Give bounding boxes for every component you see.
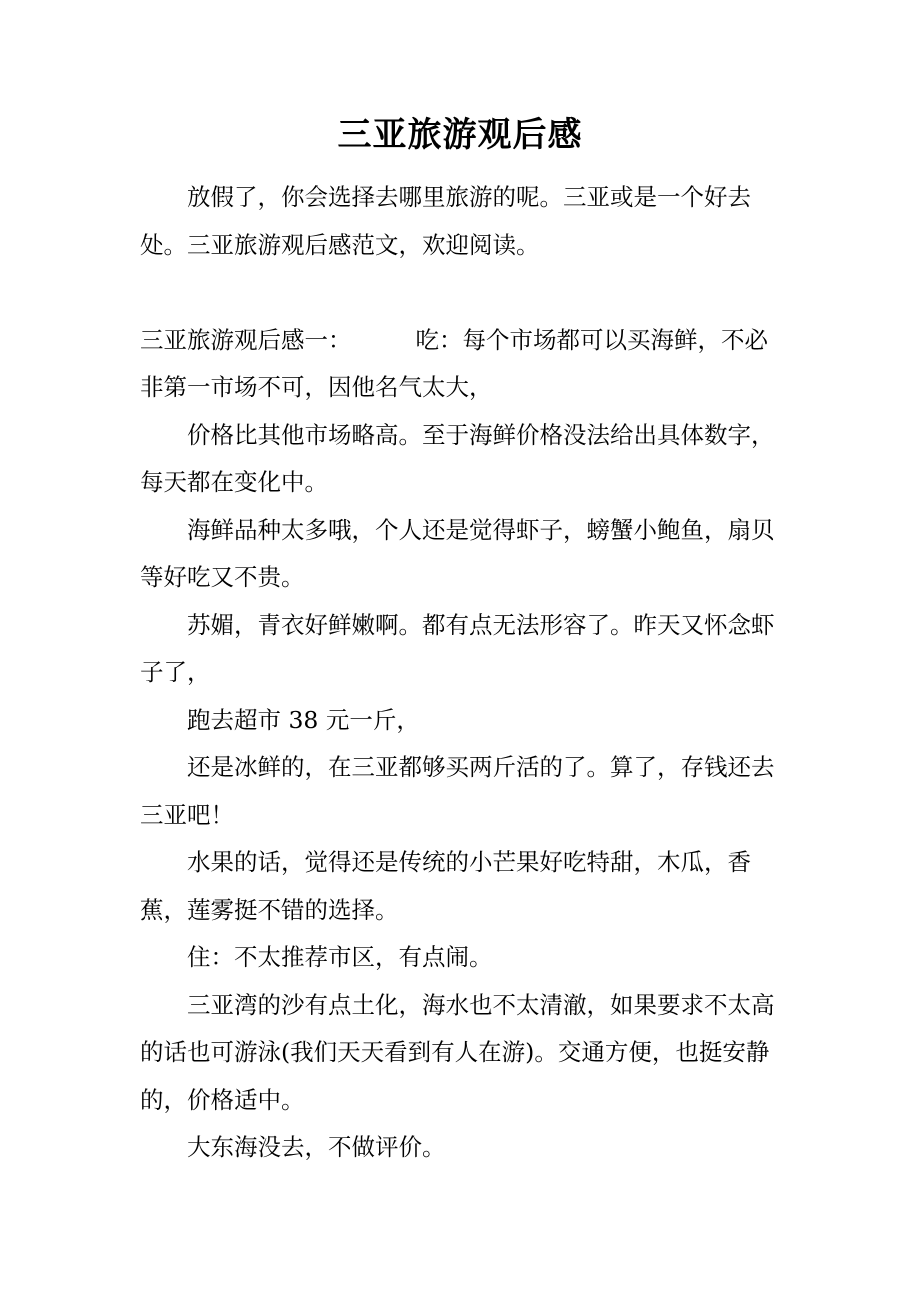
paragraph: 大东海没去，不做评价。: [187, 1133, 446, 1161]
paragraph: 海鲜品种太多哦，个人还是觉得虾子，螃蟹小鲍鱼，扇贝等好吃又不贵。: [140, 515, 775, 591]
paragraph: 价格比其他市场略高。至于海鲜价格没法给出具体数字，每天都在变化中。: [140, 420, 775, 496]
intro-paragraph: 放假了，你会选择去哪里旅游的呢。三亚或是一个好去处。三亚旅游观后感范文，欢迎阅读。: [140, 183, 751, 259]
paragraph: 三亚湾的沙有点土化，海水也不太清澈，如果要求不太高的话也可游泳(我们天天看到有人在游)。交通方便，也挺安静的，价格适中。: [140, 990, 775, 1114]
paragraph: 住：不太推荐市区，有点闹。: [187, 943, 493, 971]
paragraph: 水果的话，觉得还是传统的小芒果好吃特甜，木瓜，香蕉，莲雾挺不错的选择。: [140, 848, 751, 924]
blank-line: [140, 269, 782, 317]
section-first-text: 吃：每个市场都可以买海鲜，不必非第一市场不可，因他名气太大，: [140, 325, 768, 401]
document-body: [140, 174, 782, 1172]
document-title: 三亚旅游观后感: [337, 115, 583, 155]
paragraph: 苏媚，青衣好鲜嫩啊。都有点无法形容了。昨天又怀念虾子了，: [140, 610, 775, 686]
section-label: 三亚旅游观后感一：: [140, 325, 352, 354]
paragraph: 跑去超市 38 元一斤，: [187, 705, 420, 734]
paragraph: 还是冰鲜的，在三亚都够买两斤活的了。算了，存钱还去三亚吧！: [140, 753, 775, 829]
section-one-paragraph: [140, 317, 782, 412]
